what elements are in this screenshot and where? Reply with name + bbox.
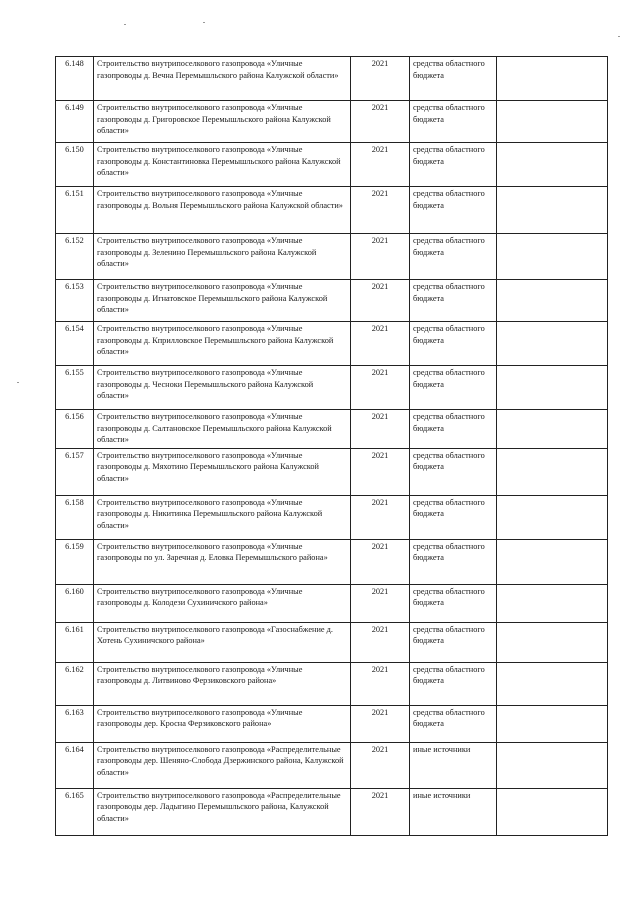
project-year: 2021 <box>351 57 410 101</box>
table-row <box>56 187 608 234</box>
row-number: 6.150 <box>56 143 94 187</box>
empty-cell <box>497 662 608 705</box>
scan-speck <box>203 22 205 23</box>
funding-source: средства областного бюджета <box>410 662 497 705</box>
project-year: 2021 <box>351 705 410 742</box>
project-description: Строительство внутрипоселкового газопровода «Газоснабжение д. Хотень Сухиничского района» <box>94 622 351 662</box>
project-description: Строительство внутрипоселкового газопровода «Уличные газопроводы д. Константиновка Перемышльского района Калужской области» <box>94 143 351 187</box>
funding-source: средства областного бюджета <box>410 322 497 366</box>
table-row <box>56 662 608 705</box>
empty-cell <box>497 448 608 495</box>
project-year: 2021 <box>351 539 410 584</box>
funding-source: средства областного бюджета <box>410 410 497 449</box>
project-year: 2021 <box>351 187 410 234</box>
project-description: Строительство внутрипоселкового газопровода «Уличные газопроводы по ул. Заречная д. Еловка Перемышльского района» <box>94 539 351 584</box>
table-row <box>56 57 608 101</box>
project-description: Строительство внутрипоселкового газопровода «Уличные газопроводы д. Никитинка Перемышльского района Калужской области» <box>94 495 351 539</box>
funding-source: средства областного бюджета <box>410 143 497 187</box>
project-description: Строительство внутрипоселкового газопровода «Уличные газопроводы д. Литвиново Ферзиковского района» <box>94 662 351 705</box>
empty-cell <box>497 366 608 410</box>
project-year: 2021 <box>351 101 410 143</box>
row-number: 6.160 <box>56 584 94 622</box>
empty-cell <box>497 410 608 449</box>
empty-cell <box>497 234 608 280</box>
funding-source: средства областного бюджета <box>410 495 497 539</box>
funding-source: средства областного бюджета <box>410 57 497 101</box>
project-description: Строительство внутрипоселкового газопровода «Уличные газопроводы д. Игнатовское Перемышльского района Калужской области» <box>94 280 351 322</box>
funding-source: средства областного бюджета <box>410 187 497 234</box>
project-description: Строительство внутрипоселкового газопровода «Уличные газопроводы д. Вечна Перемышльского района Калужской области» <box>94 57 351 101</box>
table-row <box>56 280 608 322</box>
table-row <box>56 448 608 495</box>
row-number: 6.148 <box>56 57 94 101</box>
funding-source: средства областного бюджета <box>410 366 497 410</box>
empty-cell <box>497 57 608 101</box>
project-description: Строительство внутрипоселкового газопровода «Распределительные газопроводы дер. Шеняно-Слобода Дзержинского района, Калужской области» <box>94 742 351 788</box>
row-number: 6.149 <box>56 101 94 143</box>
project-year: 2021 <box>351 448 410 495</box>
projects-table <box>55 56 608 836</box>
table-row <box>56 101 608 143</box>
table-row <box>56 539 608 584</box>
funding-source: средства областного бюджета <box>410 448 497 495</box>
project-year: 2021 <box>351 788 410 835</box>
row-number: 6.159 <box>56 539 94 584</box>
project-year: 2021 <box>351 662 410 705</box>
project-description: Строительство внутрипоселкового газопровода «Уличные газопроводы дер. Кросна Ферзиковского района» <box>94 705 351 742</box>
row-number: 6.154 <box>56 322 94 366</box>
row-number: 6.162 <box>56 662 94 705</box>
empty-cell <box>497 788 608 835</box>
table-row <box>56 584 608 622</box>
empty-cell <box>497 622 608 662</box>
project-description: Строительство внутрипоселкового газопровода «Уличные газопроводы д. Салтановское Перемышльского района Калужской области» <box>94 410 351 449</box>
empty-cell <box>497 584 608 622</box>
project-description: Строительство внутрипоселкового газопровода «Уличные газопроводы д. Кприлловское Перемышльского района Калужской области» <box>94 322 351 366</box>
row-number: 6.163 <box>56 705 94 742</box>
project-description: Строительство внутрипоселкового газопровода «Уличные газопроводы д. Григоровское Перемышльского района Калужской области» <box>94 101 351 143</box>
scan-speck <box>124 24 126 25</box>
empty-cell <box>497 101 608 143</box>
funding-source: средства областного бюджета <box>410 101 497 143</box>
funding-source: средства областного бюджета <box>410 584 497 622</box>
table-row <box>56 322 608 366</box>
project-year: 2021 <box>351 366 410 410</box>
project-year: 2021 <box>351 234 410 280</box>
empty-cell <box>497 143 608 187</box>
empty-cell <box>497 322 608 366</box>
row-number: 6.153 <box>56 280 94 322</box>
project-year: 2021 <box>351 322 410 366</box>
project-year: 2021 <box>351 742 410 788</box>
project-description: Строительство внутрипоселкового газопровода «Уличные газопроводы д. Чесноки Перемышльского района Калужской области» <box>94 366 351 410</box>
scan-speck <box>618 36 620 37</box>
table-row <box>56 788 608 835</box>
empty-cell <box>497 705 608 742</box>
empty-cell <box>497 495 608 539</box>
empty-cell <box>497 539 608 584</box>
funding-source: средства областного бюджета <box>410 539 497 584</box>
project-year: 2021 <box>351 622 410 662</box>
table-row <box>56 234 608 280</box>
table-row <box>56 410 608 449</box>
row-number: 6.165 <box>56 788 94 835</box>
empty-cell <box>497 280 608 322</box>
project-description: Строительство внутрипоселкового газопровода «Уличные газопроводы д. Колодези Сухиничского района» <box>94 584 351 622</box>
table-row <box>56 143 608 187</box>
row-number: 6.164 <box>56 742 94 788</box>
funding-source: средства областного бюджета <box>410 705 497 742</box>
row-number: 6.158 <box>56 495 94 539</box>
table-row <box>56 742 608 788</box>
project-description: Строительство внутрипоселкового газопровода «Уличные газопроводы д. Вольня Перемышльского района Калужской области» <box>94 187 351 234</box>
row-number: 6.151 <box>56 187 94 234</box>
row-number: 6.156 <box>56 410 94 449</box>
funding-source: иные источники <box>410 788 497 835</box>
row-number: 6.157 <box>56 448 94 495</box>
table-row <box>56 366 608 410</box>
empty-cell <box>497 742 608 788</box>
empty-cell <box>497 187 608 234</box>
scan-speck <box>17 382 19 383</box>
project-description: Строительство внутрипоселкового газопровода «Уличные газопроводы д. Мяхотино Перемышльского района Калужской области» <box>94 448 351 495</box>
funding-source: средства областного бюджета <box>410 280 497 322</box>
project-description: Строительство внутрипоселкового газопровода «Распределительные газопроводы дер. Ладыгино Перемышльского района, Калужской области» <box>94 788 351 835</box>
row-number: 6.155 <box>56 366 94 410</box>
project-year: 2021 <box>351 584 410 622</box>
project-year: 2021 <box>351 410 410 449</box>
table-row <box>56 495 608 539</box>
table-row <box>56 622 608 662</box>
table-row <box>56 705 608 742</box>
funding-source: иные источники <box>410 742 497 788</box>
funding-source: средства областного бюджета <box>410 234 497 280</box>
row-number: 6.152 <box>56 234 94 280</box>
project-year: 2021 <box>351 143 410 187</box>
funding-source: средства областного бюджета <box>410 622 497 662</box>
row-number: 6.161 <box>56 622 94 662</box>
projects-table-body <box>56 57 608 836</box>
project-year: 2021 <box>351 495 410 539</box>
project-year: 2021 <box>351 280 410 322</box>
project-description: Строительство внутрипоселкового газопровода «Уличные газопроводы д. Зеленино Перемышльского района Калужской области» <box>94 234 351 280</box>
